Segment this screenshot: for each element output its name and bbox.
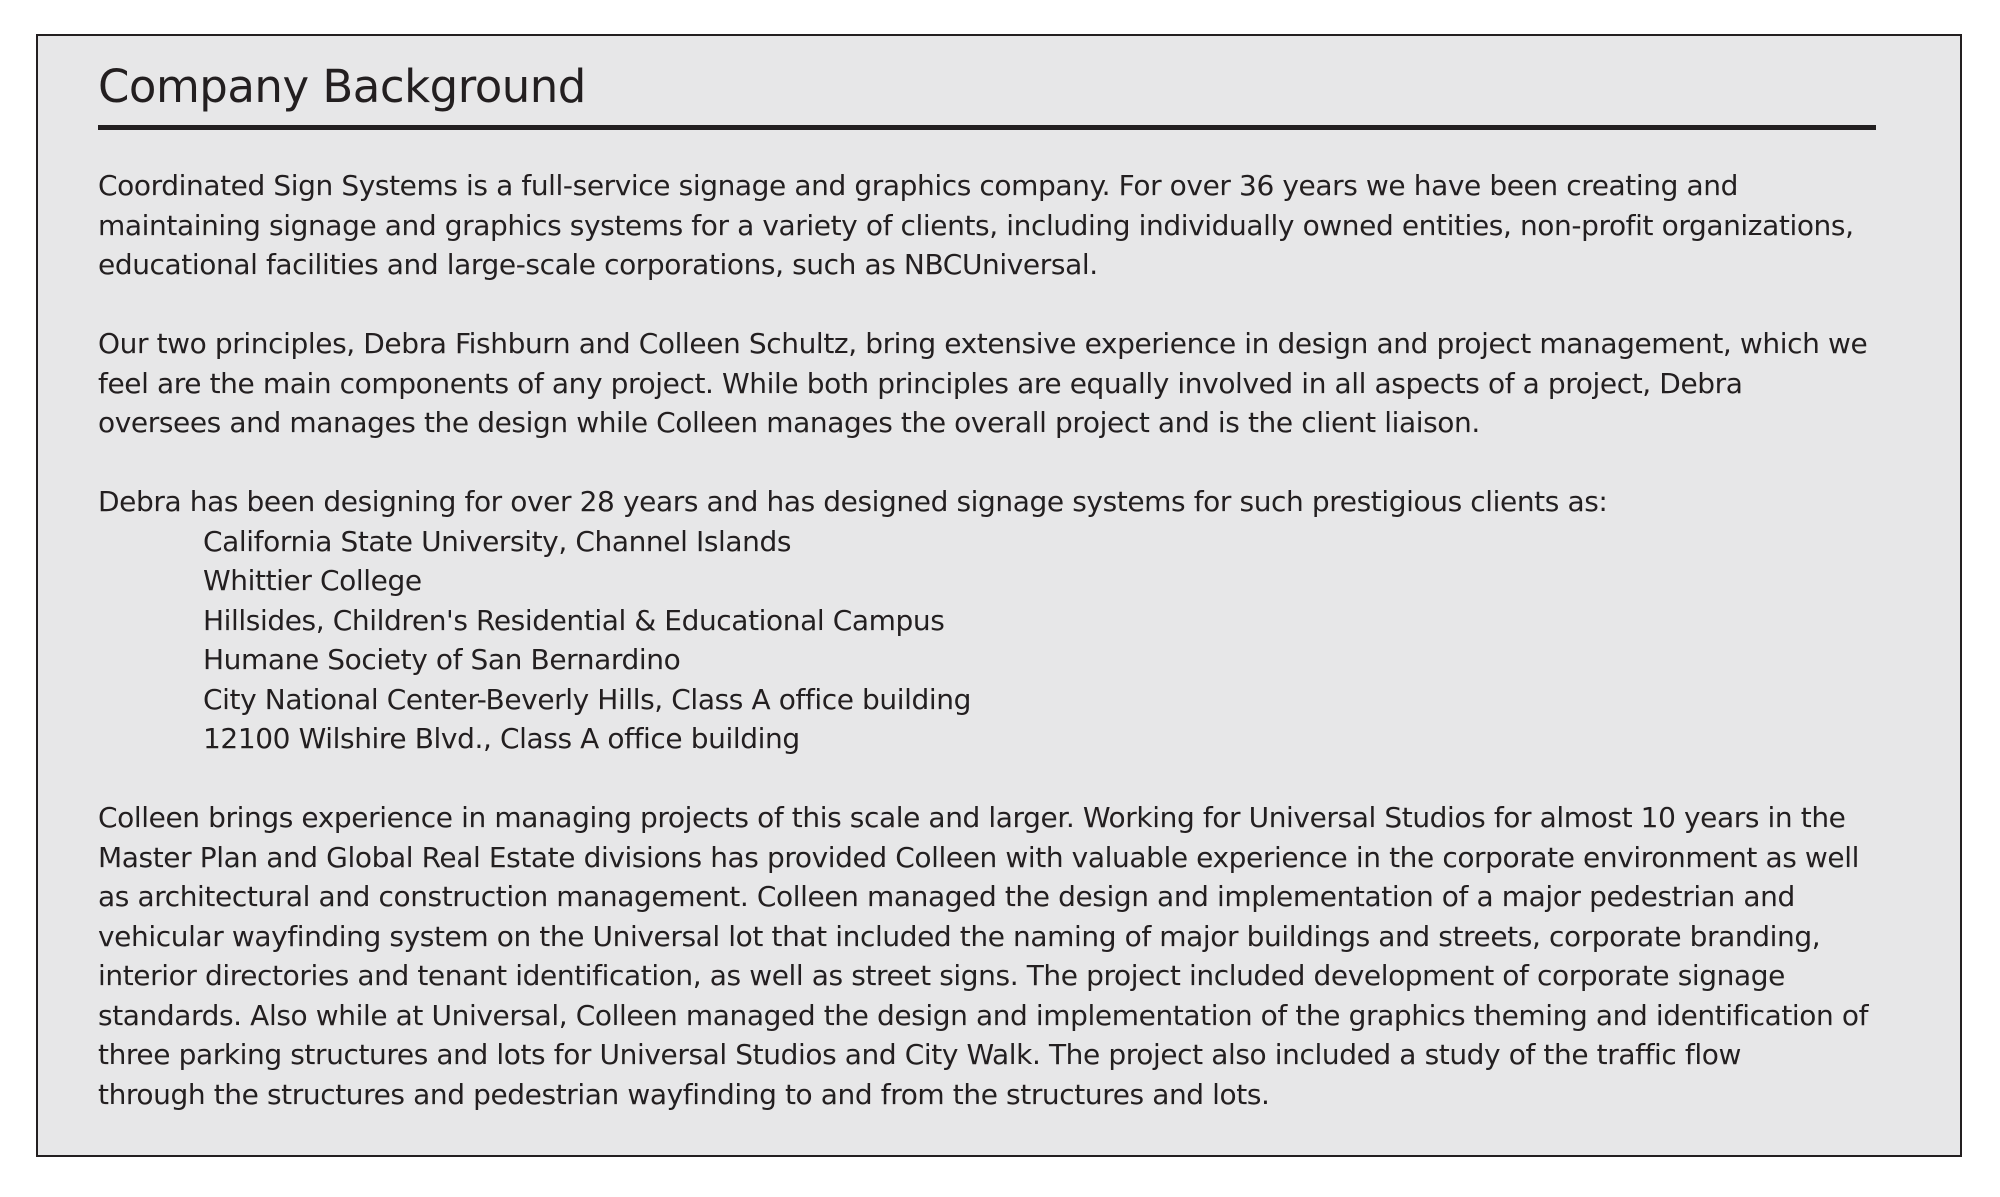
text-line: Master Plan and Global Real Estate divisions has provided Colleen with valuable experience in the corporate environment as well xyxy=(98,840,1859,874)
title-underline xyxy=(98,125,1876,130)
company-background-panel xyxy=(36,34,1962,1157)
client-list xyxy=(98,522,1938,759)
text-line: as architectural and construction management. Colleen managed the design and implementation of a major pedestrian and xyxy=(98,880,1795,913)
client-item: Humane Society of San Bernardino xyxy=(203,643,681,676)
section-title: Company Background xyxy=(98,60,586,113)
body-text xyxy=(98,166,1938,1114)
text-line: three parking structures and lots for Universal Studios and City Walk. The project also included a study of the traffic flow xyxy=(98,1038,1741,1071)
client-item: California State University, Channel Islands xyxy=(203,524,792,558)
text-line: interior directories and tenant identification, as well as street signs. The project included development of corporate signage xyxy=(98,959,1785,992)
text-line: vehicular wayfinding system on the Universal lot that included the naming of major buildings and streets, corporate branding, xyxy=(98,919,1821,953)
text-line: feel are the main components of any project. While both principles are equally involved in all aspects of a project, Debra xyxy=(98,366,1743,400)
client-item: 12100 Wilshire Blvd., Class A office building xyxy=(203,722,800,755)
colleen-paragraph xyxy=(98,798,1938,1114)
client-item: Whittier College xyxy=(203,564,422,597)
text-line: Colleen brings experience in managing projects of this scale and larger. Working for Universal Studios for almost 10 years in the xyxy=(98,801,1846,834)
principals-paragraph xyxy=(98,324,1938,443)
text-line: Our two principles, Debra Fishburn and Colleen Schultz, bring extensive experience in design and project management, which we xyxy=(98,327,1868,360)
client-item: Hillsides, Children's Residential & Educational Campus xyxy=(203,603,945,637)
text-line: Coordinated Sign Systems is a full-service signage and graphics company. For over 36 years we have been creating and xyxy=(98,169,1738,202)
text-line: maintaining signage and graphics systems for a variety of clients, including individually owned entities, non-profit organizations, xyxy=(98,208,1854,242)
text-line: Debra has been designing for over 28 years and has designed signage systems for such prestigious clients as: xyxy=(98,485,1608,518)
client-item: City National Center-Beverly Hills, Class A office building xyxy=(203,682,972,716)
debra-paragraph xyxy=(98,482,1938,759)
text-line: oversees and manages the design while Colleen manages the overall project and is the client liaison. xyxy=(98,406,1480,439)
text-line: educational facilities and large-scale corporations, such as NBCUniversal. xyxy=(98,248,1098,281)
intro-paragraph xyxy=(98,166,1938,285)
text-line: standards. Also while at Universal, Colleen managed the design and implementation of the graphics theming and identification of xyxy=(98,998,1869,1032)
text-line: through the structures and pedestrian wayfinding to and from the structures and lots. xyxy=(98,1077,1270,1111)
